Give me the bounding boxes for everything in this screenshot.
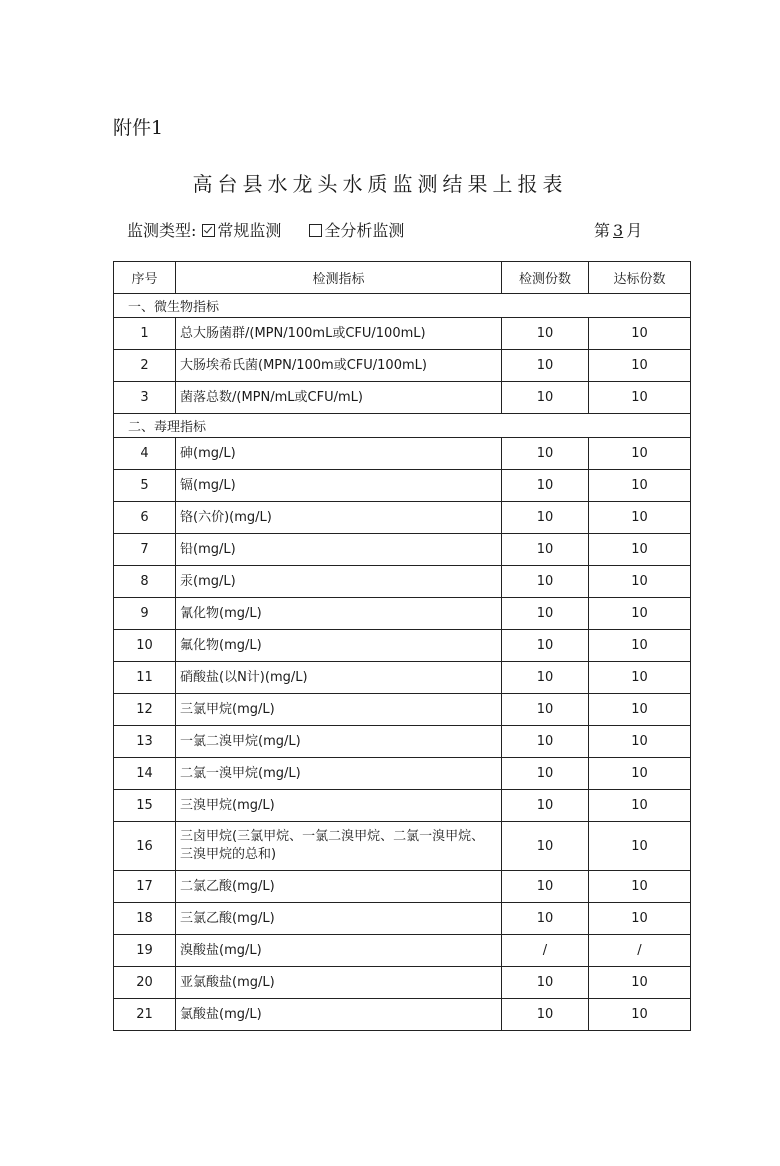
table-row [114,871,691,903]
table-row [114,999,691,1031]
table-row [114,566,691,598]
cell-passed: 10 [589,350,691,382]
table-row [114,502,691,534]
cell-indicator: 镉(mg/L) [176,470,502,502]
cell-seq: 17 [114,871,176,903]
cell-tested: 10 [502,502,589,534]
cell-passed: 10 [589,566,691,598]
monitoring-type [127,218,404,241]
cell-passed: 10 [589,790,691,822]
cell-passed: 10 [589,726,691,758]
cell-seq: 10 [114,630,176,662]
cell-seq: 21 [114,999,176,1031]
section-row [114,414,691,438]
cell-tested: 10 [502,566,589,598]
cell-passed: 10 [589,382,691,414]
cell-tested: 10 [502,318,589,350]
table-row [114,662,691,694]
header-seq: 序号 [114,262,176,294]
month-value: 3 [613,221,624,240]
monitoring-type-label: 监测类型: [127,221,197,240]
table-row [114,726,691,758]
table-row [114,967,691,999]
cell-seq: 3 [114,382,176,414]
header-indicator: 检测指标 [176,262,502,294]
cell-passed: 10 [589,598,691,630]
table-row [114,790,691,822]
cell-tested: 10 [502,999,589,1031]
table-row [114,438,691,470]
cell-seq: 16 [114,822,176,871]
header-tested: 检测份数 [502,262,589,294]
cell-indicator: 铬(六价)(mg/L) [176,502,502,534]
cell-indicator: 总大肠菌群/(MPN/100mL或CFU/100mL) [176,318,502,350]
cell-seq: 15 [114,790,176,822]
cell-tested: / [502,935,589,967]
cell-passed: / [589,935,691,967]
attachment-label: 附件1 [113,117,164,139]
table-row [114,935,691,967]
cell-indicator: 菌落总数/(MPN/mL或CFU/mL) [176,382,502,414]
table-row [114,822,691,871]
option-full-label: 全分析监测 [324,221,405,240]
cell-tested: 10 [502,534,589,566]
cell-indicator: 三氯甲烷(mg/L) [176,694,502,726]
cell-indicator: 氰化物(mg/L) [176,598,502,630]
cell-tested: 10 [502,903,589,935]
cell-indicator: 亚氯酸盐(mg/L) [176,967,502,999]
cell-seq: 4 [114,438,176,470]
table-row [114,382,691,414]
cell-seq: 6 [114,502,176,534]
section-title: 一、微生物指标 [114,294,691,318]
table-row [114,470,691,502]
cell-seq: 5 [114,470,176,502]
cell-passed: 10 [589,694,691,726]
cell-seq: 8 [114,566,176,598]
table-row [114,694,691,726]
cell-passed: 10 [589,903,691,935]
cell-tested: 10 [502,967,589,999]
cell-passed: 10 [589,630,691,662]
cell-passed: 10 [589,822,691,871]
table-row [114,903,691,935]
page-title: 高台县水龙头水质监测结果上报表 [192,172,568,196]
section-title: 二、毒理指标 [114,414,691,438]
cell-indicator: 三氯乙酸(mg/L) [176,903,502,935]
cell-tested: 10 [502,822,589,871]
option-routine-label: 常规监测 [217,221,282,240]
cell-indicator: 三溴甲烷(mg/L) [176,790,502,822]
cell-seq: 9 [114,598,176,630]
cell-passed: 10 [589,318,691,350]
section-row [114,294,691,318]
table-body [114,294,691,1031]
month-suffix: 月 [626,221,643,240]
cell-seq: 14 [114,758,176,790]
results-table [113,261,691,1031]
option-routine[interactable] [202,218,281,241]
cell-seq: 1 [114,318,176,350]
cell-passed: 10 [589,534,691,566]
cell-tested: 10 [502,350,589,382]
cell-indicator: 汞(mg/L) [176,566,502,598]
table-row [114,630,691,662]
cell-seq: 13 [114,726,176,758]
cell-indicator: 氯酸盐(mg/L) [176,999,502,1031]
cell-passed: 10 [589,438,691,470]
option-full-analysis[interactable] [309,218,404,241]
cell-tested: 10 [502,438,589,470]
table-row [114,318,691,350]
cell-tested: 10 [502,871,589,903]
cell-seq: 18 [114,903,176,935]
cell-indicator: 氟化物(mg/L) [176,630,502,662]
cell-tested: 10 [502,470,589,502]
cell-tested: 10 [502,662,589,694]
table-row [114,758,691,790]
cell-passed: 10 [589,662,691,694]
cell-passed: 10 [589,871,691,903]
table-row [114,350,691,382]
cell-seq: 20 [114,967,176,999]
cell-passed: 10 [589,470,691,502]
cell-tested: 10 [502,726,589,758]
cell-passed: 10 [589,502,691,534]
header-passed: 达标份数 [589,262,691,294]
cell-tested: 10 [502,630,589,662]
checkbox-empty-icon[interactable] [309,224,322,237]
table-header-row [114,262,691,294]
cell-indicator: 二氯一溴甲烷(mg/L) [176,758,502,790]
cell-indicator: 砷(mg/L) [176,438,502,470]
cell-seq: 2 [114,350,176,382]
cell-indicator: 硝酸盐(以N计)(mg/L) [176,662,502,694]
cell-tested: 10 [502,382,589,414]
cell-seq: 11 [114,662,176,694]
cell-indicator: 二氯乙酸(mg/L) [176,871,502,903]
table-row [114,534,691,566]
month-prefix: 第 [594,221,611,240]
table-row [114,598,691,630]
cell-seq: 7 [114,534,176,566]
cell-tested: 10 [502,598,589,630]
cell-seq: 12 [114,694,176,726]
month-field [594,218,642,241]
cell-passed: 10 [589,999,691,1031]
cell-indicator: 铅(mg/L) [176,534,502,566]
checkbox-checked-icon[interactable] [202,224,215,237]
cell-indicator: 大肠埃希氏菌(MPN/100m或CFU/100mL) [176,350,502,382]
cell-tested: 10 [502,694,589,726]
cell-indicator: 一氯二溴甲烷(mg/L) [176,726,502,758]
cell-indicator: 溴酸盐(mg/L) [176,935,502,967]
cell-seq: 19 [114,935,176,967]
cell-tested: 10 [502,758,589,790]
cell-indicator: 三卤甲烷(三氯甲烷、一氯二溴甲烷、二氯一溴甲烷、三溴甲烷的总和) [176,822,502,871]
cell-tested: 10 [502,790,589,822]
cell-passed: 10 [589,967,691,999]
cell-passed: 10 [589,758,691,790]
